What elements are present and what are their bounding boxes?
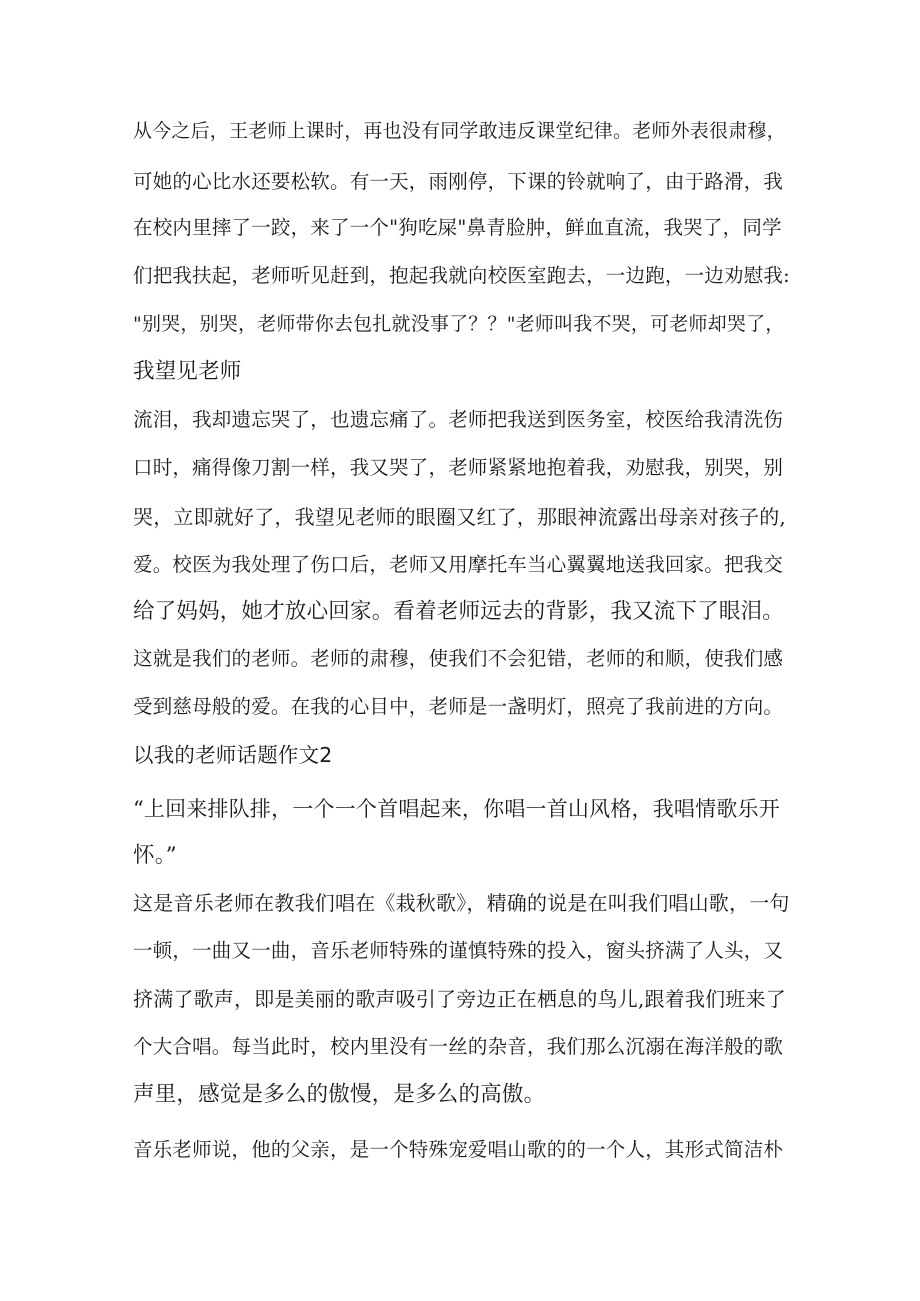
text-line: 哭，立即就好了，我望见老师的眼圈又红了，那眼神流露出母亲对孩子的, — [133, 505, 786, 529]
text-line: 们把我扶起，老师听见赶到，抱起我就向校医室跑去，一边跑，一边劝慰我: — [133, 264, 790, 287]
section-heading: 以我的老师话题作文2 — [133, 743, 333, 767]
text-line: 声里，感觉是多么的傲慢，是多么的高傲。 — [133, 1082, 546, 1107]
text-line: 挤满了歌声，即是美丽的歌声吸引了旁边正在栖息的鸟儿,跟着我们班来了 — [133, 987, 786, 1011]
text-line: 爱。校医为我处理了伤口后，老师又用摩托车当心翼翼地送我回家。把我交 — [133, 553, 784, 576]
text-line: 我望见老师 — [133, 359, 242, 384]
text-line: 口时，痛得像刀割一样，我又哭了，老师紧紧地抱着我，劝慰我，别哭，别 — [133, 456, 784, 479]
text-line: 怀。” — [133, 843, 177, 868]
text-line: 受到慈母般的爱。在我的心目中，老师是一盏明灯，照亮了我前进的方向。 — [133, 695, 784, 718]
text-line: “上回来排队排，一个一个首唱起来，你唱一首山风格，我唱情歌乐开 — [133, 797, 780, 821]
text-line: 这就是我们的老师。老师的肃穆，使我们不会犯错，老师的和顺，使我们感 — [133, 647, 784, 670]
text-line: 音乐老师说，他的父亲，是一个特殊宠爱唱山歌的的一个人，其形式简洁朴 — [133, 1138, 784, 1161]
text-line: 可她的心比水还要松软。有一天，雨刚停，下课的铃就响了，由于路滑，我 — [133, 170, 784, 193]
text-line: 一顿，一曲又一曲，音乐老师特殊的谨慎特殊的投入，窗头挤满了人头，又 — [133, 939, 784, 962]
text-line: 在校内里摔了一跤，来了一个"狗吃屎"鼻青脸肿，鲜血直流，我哭了，同学 — [133, 216, 782, 239]
text-line: "别哭，别哭，老师带你去包扎就没事了？？"老师叫我不哭，可老师却哭了， — [133, 313, 785, 335]
text-line: 这是音乐老师在教我们唱在《栽秋歌》，精确的说是在叫我们唱山歌，一句 — [133, 891, 790, 915]
text-line: 流泪，我却遗忘哭了，也遗忘痛了。老师把我送到医务室，校医给我清洗伤 — [133, 408, 784, 431]
text-line: 从今之后，王老师上课时，再也没有同学敢违反课堂纪律。老师外表很肃穆， — [133, 120, 786, 142]
text-line: 个大合唱。每当此时，校内里没有一丝的杂音，我们那么沉溺在海洋般的歌 — [133, 1035, 784, 1058]
text-line: 给了妈妈，她才放心回家。看着老师远去的背影，我又流下了眼泪。 — [133, 599, 785, 624]
